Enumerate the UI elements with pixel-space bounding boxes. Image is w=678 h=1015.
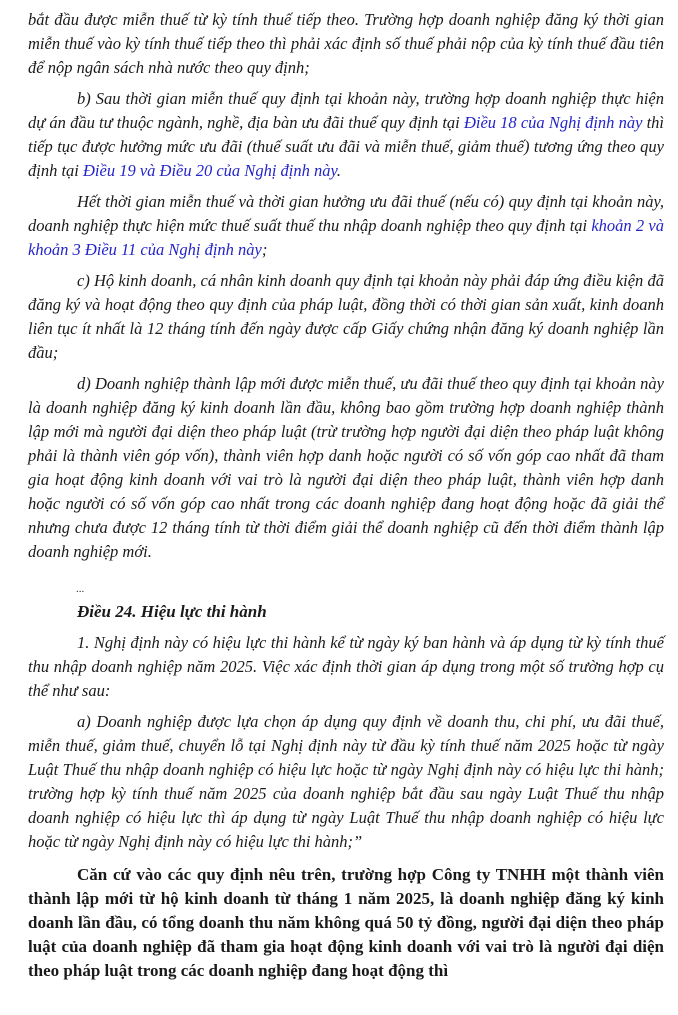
paragraph-effect-a: a) Doanh nghiệp được lựa chọn áp dụng quy định về doanh thu, chi phí, ưu đãi thuế, miễn thuế, giảm thuế, chuyển lỗ tại Nghị định này từ đầu kỳ tính thuế năm 2025 hoặc từ ngày Luật Thuế thu nhập doanh nghiệp có hiệu lực hoặc từ ngày Nghị định này có hiệu lực thi hành; trường hợp kỳ tính thuế năm 2025 của doanh nghiệp bắt đầu sau ngày Luật Thuế thu nhập doanh nghiệp có hiệu lực thì áp dụng từ ngày Luật Thuế thu nhập doanh nghiệp có hiệu lực hoặc từ ngày Nghị định này có hiệu lực thi hành;” <box>28 712 664 851</box>
link-article-18[interactable]: Điều 18 của Nghị định này <box>463 113 643 132</box>
paragraph-b-text-1: b) Sau thời gian miễn thuế quy định tại khoản này, trường hợp doanh nghiệp thực hiện dự án đầu tư thuộc ngành, nghề, địa bàn ưu đãi thuế quy định tại <box>28 89 664 132</box>
paragraph-conclusion: Căn cứ vào các quy định nêu trên, trường hợp Công ty TNHH một thành viên thành lập mới từ hộ kinh doanh từ tháng 1 năm 2025, là doanh nghiệp đăng ký kinh doanh lần đầu, có tổng doanh thu năm không quá 50 tỷ đồng, người đại diện theo pháp luật của doanh nghiệp đã tham gia hoạt động kinh doanh với vai trò là người đại diện theo pháp luật trong các doanh nghiệp đang hoạt động thì <box>28 865 664 980</box>
ellipsis-marker: ... <box>76 583 85 595</box>
paragraph-b-text-3: . <box>336 161 342 180</box>
paragraph-after-exemption-text-2: ; <box>261 240 268 259</box>
paragraph-after-exemption <box>28 190 664 262</box>
article-24-heading: Điều 24. Hiệu lực thi hành <box>77 602 267 621</box>
paragraph-after-exemption-text-1: Hết thời gian miễn thuế và thời gian hưởng ưu đãi thuế (nếu có) quy định tại khoản này, doanh nghiệp thực hiện mức thuế suất thuế thu nhập doanh nghiệp theo quy định tại <box>28 192 664 235</box>
link-article-19-20[interactable]: Điều 19 và Điều 20 của Nghị định này <box>83 161 337 180</box>
paragraph-b-text-2: thì tiếp tục được hưởng mức ưu đãi (thuế suất ưu đãi và miễn thuế, giảm thuế) tương ứng theo quy định tại <box>28 113 664 180</box>
paragraph-tax-exemption-start: bắt đầu được miễn thuế từ kỳ tính thuế tiếp theo. Trường hợp doanh nghiệp đăng ký thời gian miễn thuế vào kỳ tính thuế tiếp theo thì phải xác định số thuế phải nộp của kỳ tính thuế đầu tiên để nộp ngân sách nhà nước theo quy định; <box>28 10 664 77</box>
paragraph-c: c) Hộ kinh doanh, cá nhân kinh doanh quy định tại khoản này phải đáp ứng điều kiện đã đăng ký và hoạt động theo quy định của pháp luật, đồng thời có thời gian sản xuất, kinh doanh liên tục ít nhất là 12 tháng tính đến ngày được cấp Giấy chứng nhận đăng ký doanh nghiệp lần đầu; <box>28 271 664 362</box>
paragraph-d: d) Doanh nghiệp thành lập mới được miễn thuế, ưu đãi thuế theo quy định tại khoản này là doanh nghiệp đăng ký kinh doanh lần đầu, không bao gồm trường hợp doanh nghiệp thành lập mới mà người đại diện theo pháp luật (trừ trường hợp người đại diện theo pháp luật không phải là thành viên góp vốn), thành viên hợp danh hoặc người có số vốn góp cao nhất đã tham gia hoạt động kinh doanh với vai trò là người đại diện theo pháp luật, thành viên hợp danh hoặc người có số vốn góp cao nhất trong các doanh nghiệp đang hoạt động hoặc đã giải thể nhưng chưa được 12 tháng tính từ thời điểm giải thể doanh nghiệp cũ đến thời điểm thành lập doanh nghiệp mới. <box>28 374 664 561</box>
link-article-11[interactable]: khoản 2 và khoản 3 Điều 11 của Nghị định này <box>28 216 664 259</box>
paragraph-effect-1: 1. Nghị định này có hiệu lực thi hành kể từ ngày ký ban hành và áp dụng từ kỳ tính thuế thu nhập doanh nghiệp năm 2025. Việc xác định thời gian áp dụng trong một số trường hợp cụ thể như sau: <box>28 633 664 700</box>
paragraph-b <box>28 87 664 183</box>
